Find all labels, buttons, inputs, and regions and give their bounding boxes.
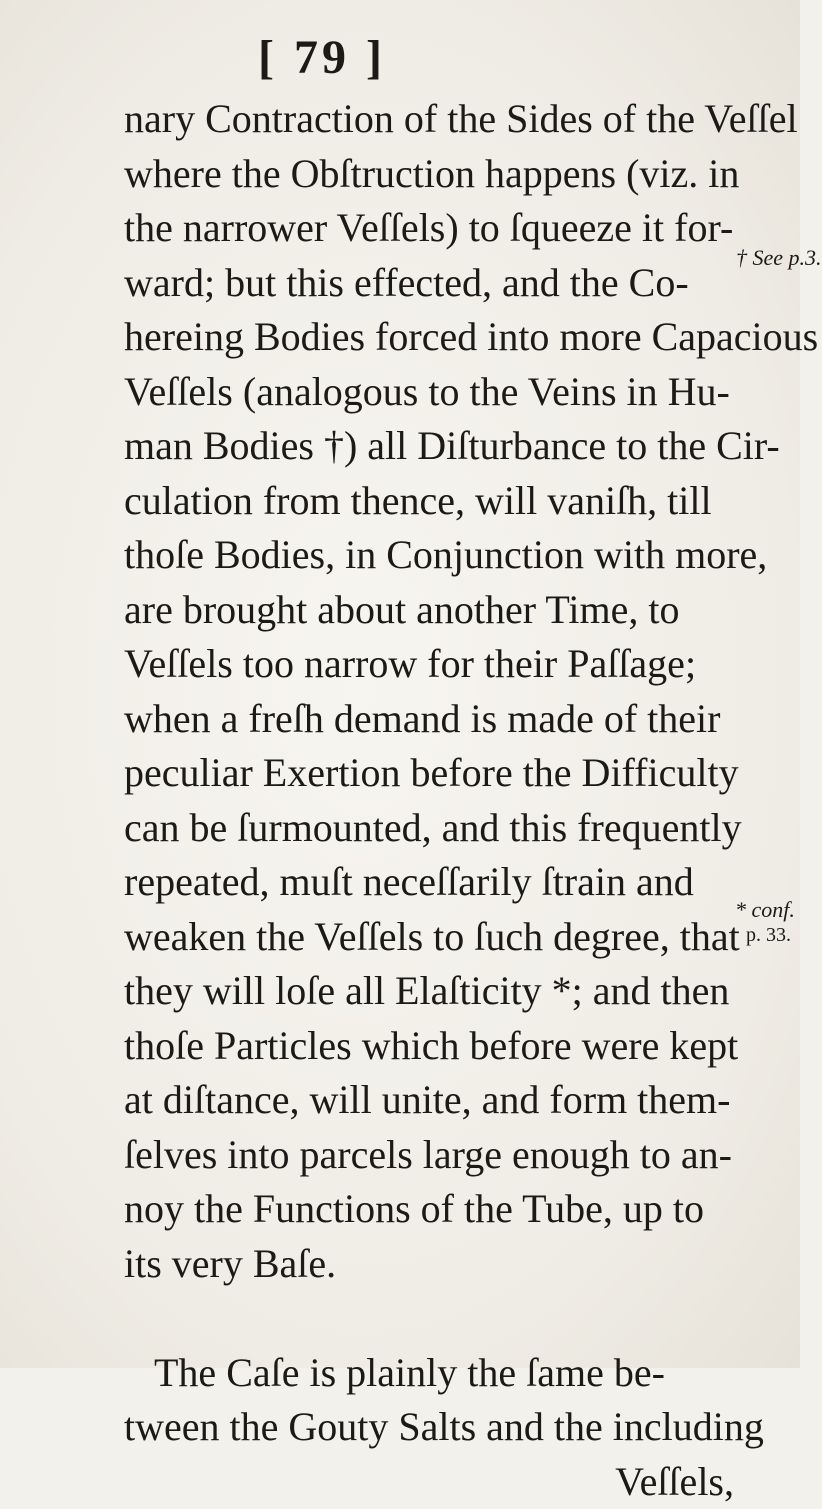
text-line: noy the Functions of the Tube, up to bbox=[124, 1182, 734, 1237]
text-line: repeated, muſt neceſſarily ſtrain and bbox=[124, 855, 734, 910]
page-number: [ 79 ] bbox=[258, 30, 386, 85]
margin-note: * conf. bbox=[735, 897, 795, 923]
text-line: are brought about another Time, to bbox=[124, 583, 734, 638]
text-line: culation from thence, will vaniſh, till bbox=[124, 474, 734, 529]
text-line: they will loſe all Elaſticity *; and then bbox=[124, 964, 734, 1019]
text-line: Veſſels too narrow for their Paſſage; bbox=[124, 637, 734, 692]
text-line: peculiar Exertion before the Difficulty bbox=[124, 746, 734, 801]
text-line: ward; but this effected, and the Co- bbox=[124, 256, 734, 311]
paragraph-gap bbox=[124, 1291, 734, 1346]
text-line: when a freſh demand is made of their bbox=[124, 692, 734, 747]
text-line: tween the Gouty Salts and the including bbox=[124, 1400, 734, 1455]
body-text bbox=[124, 92, 734, 1509]
text-line: man Bodies †) all Diſturbance to the Cir- bbox=[124, 419, 734, 474]
margin-note: † See p.3. bbox=[736, 245, 822, 271]
catchword: Veſſels, bbox=[124, 1455, 734, 1509]
text-line: its very Baſe. bbox=[124, 1237, 734, 1292]
text-line: weaken the Veſſels to ſuch degree, that bbox=[124, 910, 734, 965]
text-line: thoſe Particles which before were kept bbox=[124, 1019, 734, 1074]
text-line: can be ſurmounted, and this frequently bbox=[124, 801, 734, 856]
text-line: thoſe Bodies, in Conjunction with more, bbox=[124, 528, 734, 583]
margin-note: p. 33. bbox=[746, 924, 791, 947]
text-line: The Caſe is plainly the ſame be- bbox=[124, 1346, 734, 1401]
text-line: ſelves into parcels large enough to an- bbox=[124, 1128, 734, 1183]
text-line: the narrower Veſſels) to ſqueeze it for- bbox=[124, 201, 734, 256]
text-line: at diſtance, will unite, and form them- bbox=[124, 1073, 734, 1128]
text-line: where the Obſtruction happens (viz. in bbox=[124, 147, 734, 202]
text-line: nary Contraction of the Sides of the Veſſel bbox=[124, 92, 734, 147]
text-line: hereing Bodies forced into more Capacious bbox=[124, 310, 734, 365]
text-line: Veſſels (analogous to the Veins in Hu- bbox=[124, 365, 734, 420]
